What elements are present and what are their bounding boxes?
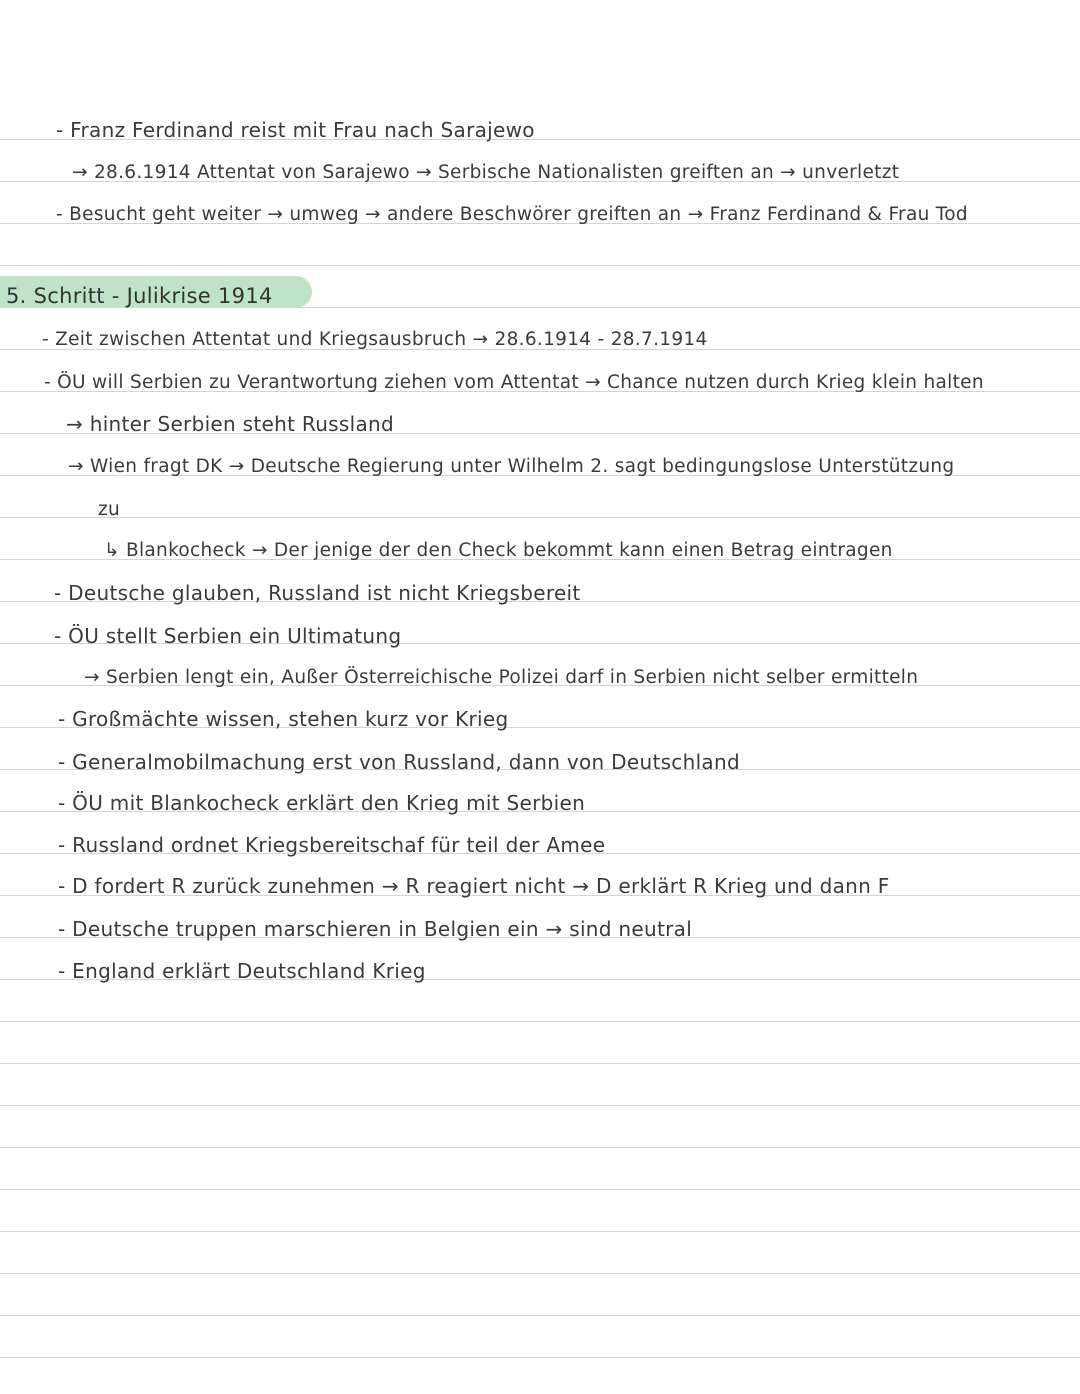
note-line-15: - ÖU mit Blankocheck erklärt den Krieg mit Serbien <box>58 791 586 815</box>
note-line-16: - Russland ordnet Kriegsbereitschaf für teil der Amee <box>58 833 606 857</box>
ruled-line <box>0 1105 1080 1106</box>
ruled-line <box>0 517 1080 518</box>
note-line-11: - ÖU stellt Serbien ein Ultimatung <box>54 624 402 648</box>
note-line-19: - England erklärt Deutschland Krieg <box>58 959 426 983</box>
ruled-line <box>0 1021 1080 1022</box>
note-line-3: - Besucht geht weiter → umweg → andere Beschwörer greiften an → Franz Ferdinand & Frau Tod <box>56 204 968 225</box>
ruled-line <box>0 265 1080 266</box>
note-line-2: → 28.6.1914 Attentat von Sarajewo → Serbische Nationalisten greiften an → unverletzt <box>72 162 900 183</box>
note-line-6: → hinter Serbien steht Russland <box>66 412 395 436</box>
ruled-line <box>0 1315 1080 1316</box>
ruled-line <box>0 1063 1080 1064</box>
note-line-17: - D fordert R zurück zunehmen → R reagiert nicht → D erklärt R Krieg und dann F <box>58 874 890 898</box>
note-line-10: - Deutsche glauben, Russland ist nicht Kriegsbereit <box>54 581 581 605</box>
note-line-12: → Serbien lengt ein, Außer Österreichische Polizei darf in Serbien nicht selber ermitteln <box>84 667 919 688</box>
ruled-line <box>0 1273 1080 1274</box>
note-line-18: - Deutsche truppen marschieren in Belgien ein → sind neutral <box>58 917 693 941</box>
note-line-13: - Großmächte wissen, stehen kurz vor Krieg <box>58 707 509 731</box>
note-line-9: ↳ Blankocheck → Der jenige der den Check bekommt kann einen Betrag eintragen <box>104 540 893 561</box>
ruled-line <box>0 1231 1080 1232</box>
note-line-4: - Zeit zwischen Attentat und Kriegsausbruch → 28.6.1914 - 28.7.1914 <box>42 329 708 350</box>
section-heading: 5. Schritt - Julikrise 1914 <box>6 284 273 308</box>
note-line-14: - Generalmobilmachung erst von Russland, dann von Deutschland <box>58 750 740 774</box>
note-line-8: zu <box>98 499 121 520</box>
note-line-1: - Franz Ferdinand reist mit Frau nach Sarajewo <box>56 118 535 142</box>
note-line-7: → Wien fragt DK → Deutsche Regierung unter Wilhelm 2. sagt bedingungslose Unterstützung <box>68 456 955 477</box>
ruled-line <box>0 1357 1080 1358</box>
ruled-line <box>0 1189 1080 1190</box>
ruled-line <box>0 1147 1080 1148</box>
note-line-5: - ÖU will Serbien zu Verantwortung ziehen vom Attentat → Chance nutzen durch Krieg klein halten <box>44 372 984 393</box>
